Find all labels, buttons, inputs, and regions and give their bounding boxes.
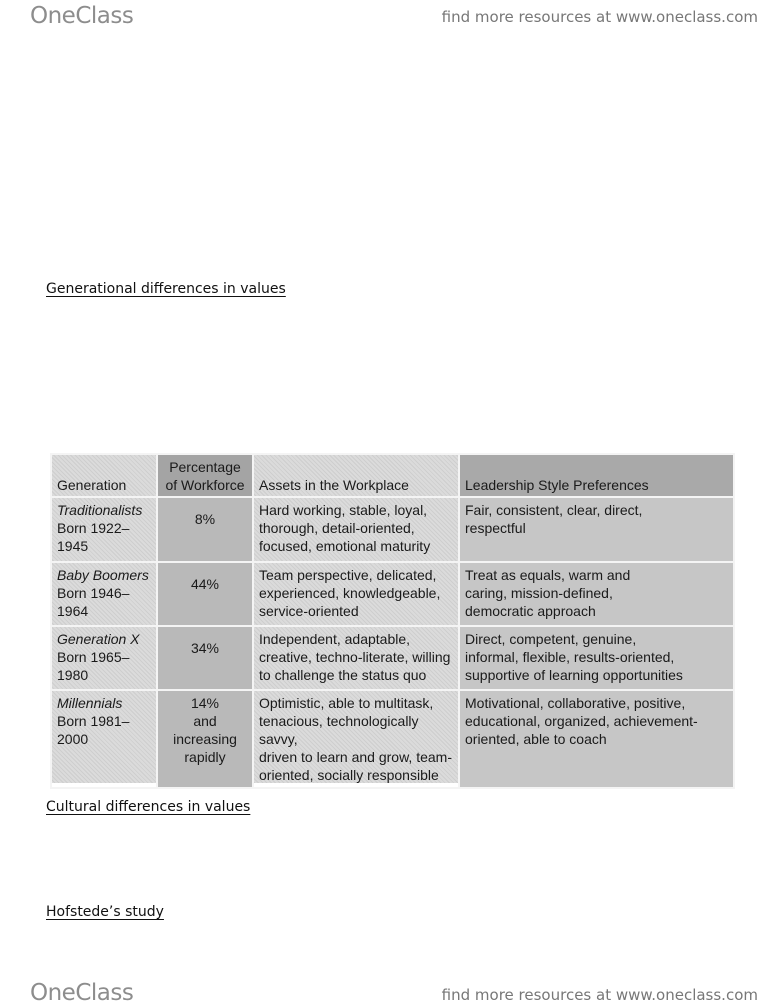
resources-link-bottom[interactable]: find more resources at www.oneclass.com [441,986,758,1004]
leadership-line: Motivational, collaborative, positive, [465,695,686,711]
cell-generation [51,562,157,626]
percentage-value: 8% [194,511,216,527]
assets-line: oriented, socially responsible [259,767,439,783]
header-percentage [157,454,253,497]
assets-line: driven to learn and grow, team- [259,749,452,765]
cell-assets [253,626,459,690]
cell-assets [253,562,459,626]
assets-line: creative, techno-literate, willing [259,649,451,665]
percentage-note: rapidly [184,749,226,765]
assets-line: focused, emotional maturity [259,538,431,554]
percentage-value: 34% [190,640,220,656]
assets-line: experienced, knowledgeable, [259,585,441,601]
brand-text: OneClass [30,980,134,1006]
assets-line: tenacious, technologically savvy, [259,713,419,747]
cell-leadership [459,690,734,788]
header-percentage-line2: of Workforce [165,477,245,493]
header-assets: Assets in the Workplace [253,454,459,497]
assets-line: Hard working, stable, loyal, [259,502,428,518]
header-leadership: Leadership Style Preferences [459,454,734,497]
percentage-value: 14% [190,695,220,711]
cell-percentage [157,497,253,562]
leadership-line: oriented, able to coach [465,731,607,747]
section-heading-generational: Generational differences in values [46,281,286,297]
assets-line: Optimistic, able to multitask, [259,695,434,711]
cell-generation [51,497,157,562]
leadership-line: caring, mission-defined, [465,585,613,601]
leadership-line: educational, organized, achievement- [465,713,698,729]
cell-assets [253,690,459,788]
table-row [51,626,734,690]
oneclass-logo-top [30,3,133,29]
table-header-row [51,454,734,497]
generation-born: Born 1922–1945 [57,520,130,554]
resources-link-top[interactable]: find more resources at www.oneclass.com [441,8,758,26]
leadership-line: Fair, consistent, clear, direct, [465,502,643,518]
cell-percentage [157,626,253,690]
brand-text: OneClass [30,3,134,29]
cell-generation [51,690,157,788]
cell-leadership [459,497,734,562]
cell-percentage [157,690,253,788]
generation-name: Generation X [57,631,140,647]
assets-line: Team perspective, delicated, [259,567,437,583]
leadership-line: Direct, competent, genuine, [465,631,637,647]
generation-born: Born 1946–1964 [57,585,130,619]
generation-name: Millennials [57,695,123,711]
leadership-line: democratic approach [465,603,596,619]
cell-leadership [459,626,734,690]
header-generation: Generation [51,454,157,497]
table-row [51,562,734,626]
leadership-line: respectful [465,520,526,536]
generation-born: Born 1965–1980 [57,649,130,683]
header-percentage-line1: Percentage [169,459,241,475]
leadership-line: informal, flexible, results-oriented, [465,649,675,665]
cell-assets [253,497,459,562]
generation-name: Traditionalists [57,502,143,518]
generation-born: Born 1981–2000 [57,713,130,747]
cell-leadership [459,562,734,626]
generations-table [50,453,735,789]
leadership-line: supportive of learning opportunities [465,667,683,683]
generation-name: Baby Boomers [57,567,149,583]
assets-line: service-oriented [259,603,359,619]
percentage-note: and increasing [173,713,237,747]
assets-line: to challenge the status quo [259,667,427,683]
table-row [51,497,734,562]
percentage-value: 44% [190,576,220,592]
leadership-line: Treat as equals, warm and [465,567,631,583]
oneclass-logo-bottom [30,980,133,1006]
cell-generation [51,626,157,690]
generations-table-image [50,453,735,783]
section-heading-cultural: Cultural differences in values [46,799,251,815]
cell-percentage [157,562,253,626]
assets-line: Independent, adaptable, [259,631,411,647]
table-row [51,690,734,788]
assets-line: thorough, detail-oriented, [259,520,415,536]
section-heading-hofstede: Hofstede’s study [46,904,164,920]
